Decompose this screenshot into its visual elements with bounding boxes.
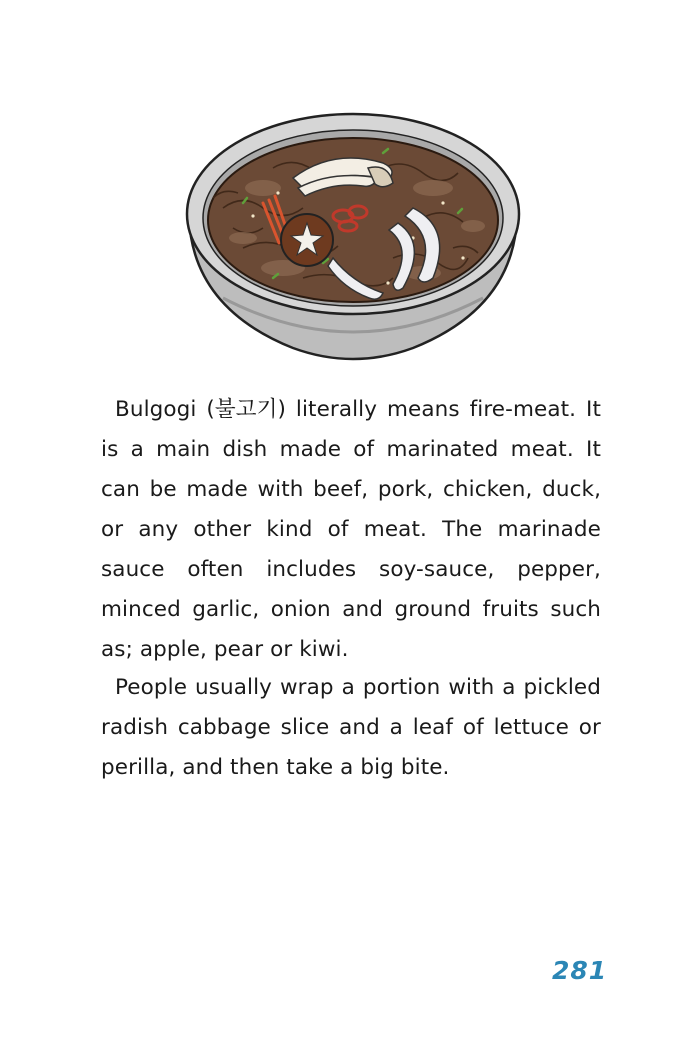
bulgogi-bowl-illustration xyxy=(183,108,523,366)
page-number: 281 xyxy=(552,956,608,985)
paragraph-eating-tip: People usually wrap a portion with a pickled radish cabbage slice and a leaf of lettuce or perilla, and then take a big bite. xyxy=(101,675,601,780)
paragraph-bulgogi-description: Bulgogi (불고기) literally means fire-meat. It is a main dish made of marinated meat. It can be made with beef, pork, chicken, duck, or any other kind of meat. The marinade sauce often includes soy-sauce, pepper, minced garlic, onion and ground fruits such as; apple, pear or kiwi. xyxy=(101,397,601,662)
